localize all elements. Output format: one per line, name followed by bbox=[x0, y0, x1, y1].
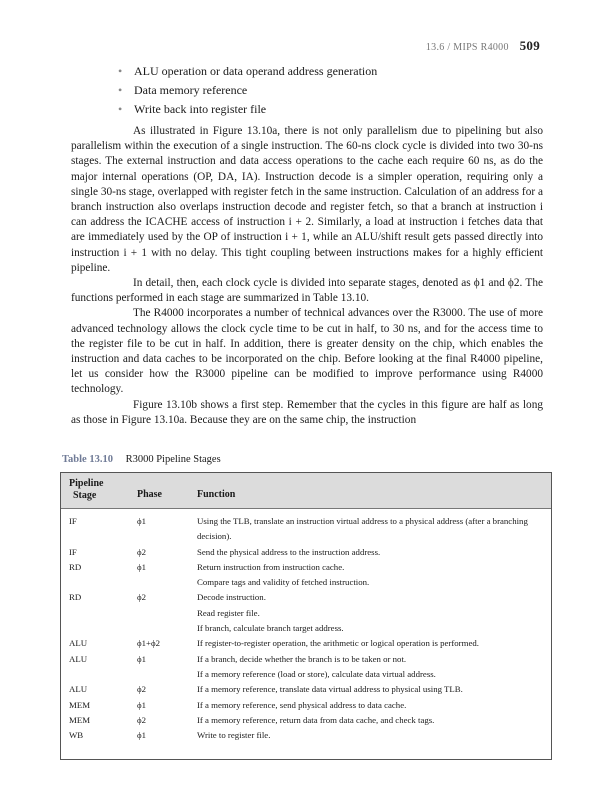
header-function: Function bbox=[197, 489, 236, 500]
table-row bbox=[61, 667, 551, 682]
cell-phase: ϕ1 bbox=[137, 699, 147, 710]
cell-stage: IF bbox=[69, 516, 77, 526]
cell-function: If a branch, decide whether the branch is to be taken or not. bbox=[197, 653, 407, 664]
cell-phase: ϕ2 bbox=[137, 592, 147, 603]
cell-phase: ϕ2 bbox=[137, 684, 147, 695]
cell-function: If register-to-register operation, the arithmetic or logical operation is performed. bbox=[197, 638, 479, 649]
bullet-item: • ALU operation or data operand address generation bbox=[118, 62, 558, 81]
cell-stage: ALU bbox=[69, 653, 88, 664]
header-phase: Phase bbox=[137, 489, 162, 500]
cell-phase: ϕ1+ϕ2 bbox=[137, 638, 161, 649]
table-body bbox=[61, 514, 551, 743]
page-number: 509 bbox=[519, 38, 540, 53]
table-row bbox=[61, 682, 551, 697]
cell-function: If a memory reference (load or store), calculate data virtual address. bbox=[197, 668, 436, 679]
cell-stage: RD bbox=[69, 592, 82, 603]
section-title: 13.6 / MIPS R4000 bbox=[425, 42, 509, 53]
cell-function: Return instruction from instruction cache. bbox=[197, 561, 345, 572]
table-row bbox=[61, 590, 551, 605]
table-header bbox=[61, 473, 551, 509]
cell-function: Send the physical address to the instruction address. bbox=[197, 546, 381, 557]
running-header bbox=[426, 38, 540, 54]
cell-stage: ALU bbox=[69, 684, 88, 695]
cell-phase: ϕ2 bbox=[137, 546, 147, 557]
cell-phase: ϕ1 bbox=[137, 730, 147, 741]
header-stage bbox=[69, 478, 103, 502]
cell-stage: RD bbox=[69, 561, 82, 572]
table-row bbox=[61, 713, 551, 728]
cell-function: If a memory reference, return data from data cache, and check tags. bbox=[197, 714, 435, 725]
cell-function: If branch, calculate branch target address. bbox=[197, 623, 344, 634]
table-row bbox=[61, 575, 551, 590]
table-row bbox=[61, 514, 551, 545]
bullet-list bbox=[118, 62, 558, 119]
table-row bbox=[61, 698, 551, 713]
paragraph: In detail, then, each clock cycle is divided into separate stages, denoted as ϕ1 and ϕ2. The functions performed in each stage are summarized in Table 13.10. bbox=[71, 277, 543, 305]
table-row bbox=[61, 606, 551, 621]
table-label: Table 13.10 bbox=[62, 454, 113, 465]
cell-function: Read register file. bbox=[197, 607, 260, 618]
table-title: R3000 Pipeline Stages bbox=[125, 454, 221, 465]
cell-function: Compare tags and validity of fetched instruction. bbox=[197, 577, 370, 588]
cell-stage: MEM bbox=[69, 699, 91, 710]
table-row bbox=[61, 636, 551, 651]
cell-stage: IF bbox=[69, 546, 77, 557]
cell-phase: ϕ1 bbox=[137, 653, 147, 664]
cell-phase: ϕ1 bbox=[137, 516, 147, 526]
table-row bbox=[61, 652, 551, 667]
paragraph: As illustrated in Figure 13.10a, there is not only parallelism due to pipelining but also parallelism within the execution of a single instruction. The 60-ns clock cycle is divided into two 30-ns stages. The external instruction and data access operations to the cache each require 60 ns, as do the major internal operations (OP, DA, IA). Instruction decode is a simpler operation, requiring only a single 30-ns stage, overlapped with register fetch in the same instruction. Calculation of an address for a branch instruction also overlaps instruction decode and register fetch, so that a branch at instruction i can address the ICACHE access of instruction i + 2. Similarly, a load at instruction i fetches data that are immediately used by the OP of instruction i + 1, while an ALU/shift result gets passed directly into instruction i + 1 with no delay. This tight coupling between instructions makes for a highly efficient pipeline. bbox=[71, 125, 543, 274]
pipeline-table bbox=[60, 472, 552, 760]
cell-stage: ALU bbox=[69, 638, 88, 649]
cell-phase: ϕ2 bbox=[137, 714, 147, 725]
cell-function: If a memory reference, send physical address to data cache. bbox=[197, 699, 407, 710]
cell-function: If a memory reference, translate data virtual address to physical using TLB. bbox=[197, 684, 463, 695]
body-text bbox=[71, 124, 543, 428]
cell-function: Decode instruction. bbox=[197, 592, 266, 603]
header-stage-line2: Stage bbox=[73, 490, 97, 501]
paragraph: The R4000 incorporates a number of technical advances over the R3000. The use of more advanced technology allows the clock cycle time to be cut in half, to 30 ns, and for the access time to the register file to be cut in half. In addition, there is greater density on the chip, which enables the instruction and data caches to be incorporated on the chip. Before looking at the final R4000 pipeline, let us consider how the R3000 pipeline can be modified to improve performance using R4000 technology. bbox=[71, 307, 543, 396]
table-row bbox=[61, 728, 551, 743]
cell-phase: ϕ1 bbox=[137, 561, 147, 572]
cell-stage: MEM bbox=[69, 714, 91, 725]
table-row bbox=[61, 560, 551, 575]
cell-function: Using the TLB, translate an instruction virtual address to a physical address (after a branching decision). bbox=[197, 516, 528, 542]
bullet-item: • Data memory reference bbox=[118, 81, 558, 100]
header-stage-line1: Pipeline bbox=[69, 478, 104, 489]
table-caption bbox=[62, 454, 221, 465]
table-row bbox=[61, 545, 551, 560]
table-row bbox=[61, 621, 551, 636]
paragraph: Figure 13.10b shows a first step. Remember that the cycles in this figure are half as long as those in Figure 13.10a. Because they are on the same chip, the instruction bbox=[71, 398, 543, 426]
bullet-item: • Write back into register file bbox=[118, 100, 558, 119]
cell-stage: WB bbox=[69, 730, 84, 741]
cell-function: Write to register file. bbox=[197, 730, 271, 741]
